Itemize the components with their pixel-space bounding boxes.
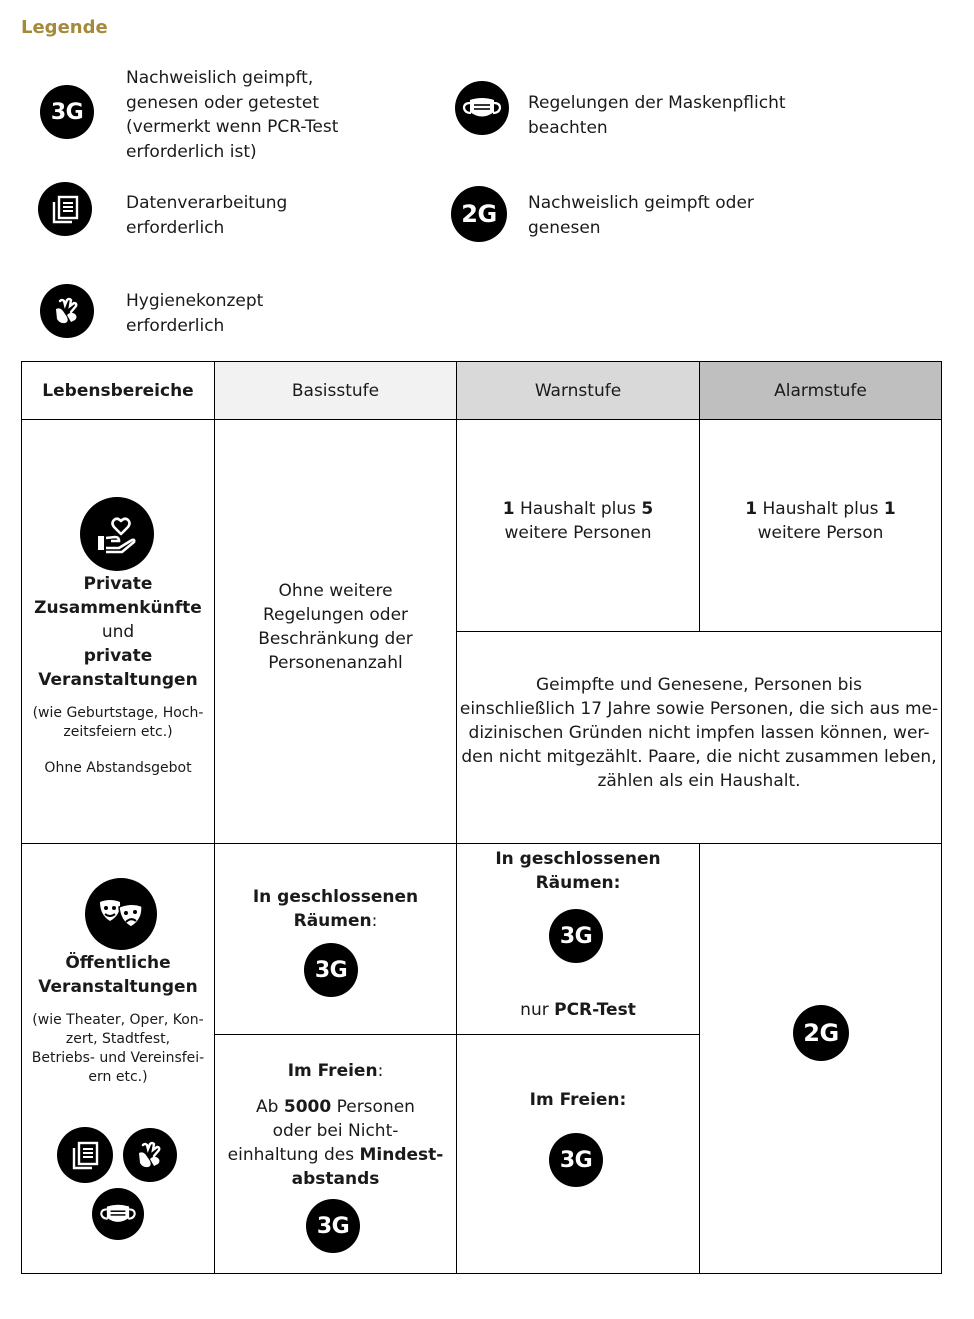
- row2-basis-in-1: In geschlossenen: [252, 887, 419, 907]
- row1-note-3: Ohne Abstandsgebot: [44, 760, 192, 776]
- row1-alarm-line2: weitere Person: [757, 523, 884, 543]
- legend-2g-text: Nachweislich geimpft oder genesen: [528, 193, 754, 238]
- header-alarmstufe: Alarmstufe: [774, 380, 867, 401]
- legend-title: Legende: [21, 17, 108, 38]
- row2-warn-in-note: nur PCR-Test: [520, 1000, 636, 1020]
- row2-basis-out-5: abstands: [291, 1169, 380, 1189]
- row2-basis-out-3: oder bei Nicht-: [272, 1121, 399, 1141]
- 3g-badge-icon: 3G: [306, 1199, 360, 1253]
- row2-note-1: (wie Theater, Oper, Kon-: [32, 1012, 204, 1028]
- row2-warn-in-2: Räumen:: [535, 873, 621, 893]
- row1-basis-2: Regelungen oder: [262, 605, 409, 625]
- legend-data-text: Datenverarbeitung erforderlich: [126, 193, 288, 238]
- row2-basis-out-2: Ab 5000 Personen: [256, 1097, 415, 1117]
- 3g-badge-icon: 3G: [304, 943, 358, 997]
- header-warnstufe: Warnstufe: [534, 380, 622, 401]
- table-border-left: [21, 361, 22, 1274]
- row1-span-3: dizinischen Gründen nicht impfen lassen können, wer-: [468, 723, 930, 743]
- legend-mask-text: Regelungen der Maskenpflicht beachten: [528, 93, 786, 138]
- row2-note-3: Betriebs- und Vereinsfei-: [31, 1050, 205, 1066]
- row1-title-5: Veranstaltungen: [38, 670, 198, 690]
- row1-basis-4: Personenanzahl: [268, 653, 403, 673]
- table-row-divider: [21, 843, 942, 844]
- row1-warn-line1: 1 Haushalt plus 5: [502, 499, 654, 519]
- row2-note-2: zert, Stadtfest,: [65, 1031, 171, 1047]
- row2-note-4: ern etc.): [88, 1069, 148, 1085]
- legend-hygiene-text: Hygienekonzept erforderlich: [126, 291, 264, 336]
- data-processing-icon: [38, 182, 92, 236]
- hygiene-hands-icon: [40, 284, 94, 338]
- 2g-badge-icon: 2G: [793, 1005, 849, 1061]
- row2-basis-out-4: einhaltung des Mindest-: [227, 1145, 444, 1165]
- row1-span-1: Geimpfte und Genesene, Personen bis: [535, 675, 863, 695]
- row2-basis-out-1: Im Freien:: [287, 1061, 384, 1081]
- row1-warn-line2: weitere Personen: [504, 523, 652, 543]
- row1-basis-1: Ohne weitere: [278, 581, 393, 601]
- row1-span-5: zählen als ein Haushalt.: [597, 771, 801, 791]
- row1-alarm-line1: 1 Haushalt plus 1: [745, 499, 896, 519]
- 2g-badge-icon: 2G: [451, 186, 507, 242]
- row1-note-1: (wie Geburtstage, Hoch-: [32, 705, 204, 721]
- row1-title-2: Zusammenkünfte: [34, 598, 202, 618]
- theater-masks-icon: [85, 878, 157, 950]
- row1-subdivider: [456, 631, 942, 632]
- row2-basis-in-2: Räumen:: [293, 911, 378, 931]
- table-border-bottom: [21, 1273, 942, 1274]
- hygiene-hands-icon: [123, 1128, 177, 1182]
- row2-warn-out-1: Im Freien:: [529, 1090, 627, 1110]
- row1-title-1: Private: [83, 574, 153, 594]
- table-header-divider: [21, 419, 942, 420]
- row1-span-2: einschließlich 17 Jahre sowie Personen, die sich aus me-: [459, 699, 939, 719]
- 3g-badge-icon: 3G: [549, 1133, 603, 1187]
- table-border-right: [941, 361, 942, 1274]
- row1-span-4: den nicht mitgezählt. Paare, die nicht zusammen leben,: [461, 747, 937, 767]
- row1-title-3: und: [101, 622, 135, 642]
- data-processing-icon: [57, 1127, 113, 1183]
- row1-note-2: zeitsfeiern etc.): [63, 724, 173, 740]
- header-lebensbereiche: Lebensbereiche: [42, 380, 194, 401]
- row2-warn-in-1: In geschlossenen: [495, 849, 661, 869]
- 3g-badge-icon: 3G: [40, 85, 94, 139]
- mask-icon: [455, 81, 509, 135]
- row1-basis-3: Beschränkung der: [258, 629, 413, 649]
- mask-icon: [92, 1188, 144, 1240]
- 3g-badge-icon: 3G: [549, 909, 603, 963]
- table-col-divider-3b: [699, 843, 700, 1274]
- row2-title-2: Veranstaltungen: [38, 977, 198, 997]
- header-basisstufe: Basisstufe: [291, 380, 380, 401]
- heart-hand-icon: [80, 497, 154, 571]
- row2-subdivider: [214, 1034, 700, 1035]
- row2-title-1: Öffentliche: [65, 953, 171, 973]
- row1-title-4: private: [83, 646, 153, 666]
- legend-3g-text: Nachweislich geimpft, genesen oder getestet (vermerkt wenn PCR-Test erforderlich ist): [126, 68, 339, 162]
